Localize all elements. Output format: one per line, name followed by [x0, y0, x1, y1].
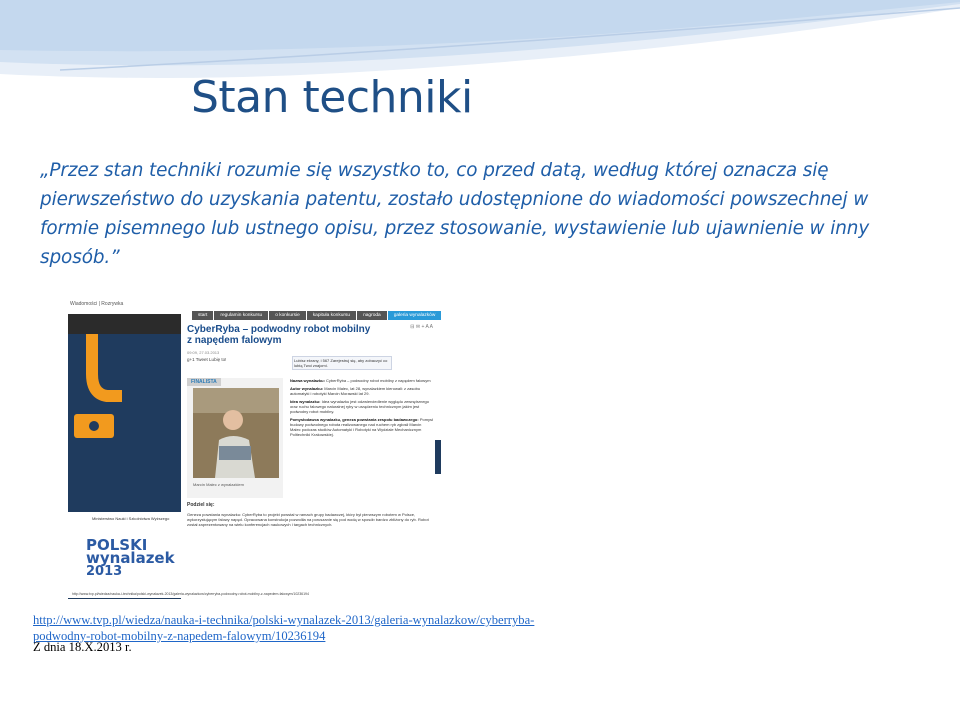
detail-key: Idea wynalazku: — [290, 399, 321, 404]
nav-item: regulamin konkursu — [214, 311, 268, 320]
screenshot-article — [182, 320, 437, 600]
share-label: Podziel się: — [187, 502, 215, 508]
logo-line-wynalazek: wynalazek — [86, 549, 175, 567]
article-headline: CyberRyba – podwodny robot mobilny z napędem falowym — [187, 324, 371, 346]
detail-row — [290, 399, 433, 414]
page-title: Stan techniki — [191, 72, 473, 123]
access-date: Z dnia 18.X.2013 r. — [33, 640, 132, 654]
ministry-logo-text: Ministerstwo Nauki i Szkolnictwa Wyższego — [92, 516, 170, 521]
finalist-label: FINALISTA — [187, 378, 221, 386]
nav-item: nagroda — [357, 311, 387, 320]
nav-item: start — [192, 311, 213, 320]
detail-value: Pomysł budowy podwodnego robota realizowanego nad ruchem ryb zgłosił Marcin Malec podczas studiów Automatyki i Robotyki na Wydziale Mechanicznym Politechniki Krakowskiej. — [290, 417, 433, 437]
nav-item: kapituła konkursu — [307, 311, 356, 320]
facebook-box: Lubisz ekrany, i 567 Zarejestruj się, aby zobaczyć co lubią Twoi znajomi. — [292, 356, 392, 370]
detail-key: Pomysłodawca wynalazku, geneza powstania zespołu badawczego: — [290, 417, 419, 422]
detail-key: Autor wynalazku: — [290, 386, 324, 391]
article-date: 09:09, 27.03.2013 — [187, 350, 220, 355]
detail-key: Nazwa wynalazku: — [290, 378, 325, 383]
social-buttons: g+1 Tweet Lubię to! — [187, 357, 227, 362]
screenshot-navbar — [192, 311, 441, 320]
screenshot-url: http://www.tvp.pl/wiedza/nauka-i-technika/polski-wynalazek-2013/galeria-wynalazkow/cyberryba-podwodny-robot-mobilny-z-napedem-falowym/10236194 — [72, 592, 309, 596]
article-body: Geneza powstania wynalazku: CyberRyba to projekt powstał w ramach grupy badawczej, który był pierwszym robotem w Polsce, wykorzystującym falowy napęd. Opracowana konstrukcja pozwoliła na poruszanie się pod wodą w sposób bardzo zbliżony do ryb. Robot został zaprezentowany na wielu konferencjach naukowych i targach technicznych. — [187, 512, 429, 527]
screenshot-top-text: Wiadomości | Rozrywka — [70, 301, 124, 307]
robot-arm-graphic — [72, 334, 134, 454]
finalist-photo-box — [187, 378, 283, 498]
detail-row — [290, 378, 433, 383]
nav-item: o konkursie — [269, 311, 306, 320]
nav-item-active: galeria wynalazków — [388, 311, 442, 320]
detail-row — [290, 417, 433, 437]
photo-caption: Marcin Malec z wynalazkiem — [193, 482, 244, 487]
source-link-line1[interactable]: http://www.tvp.pl/wiedza/nauka-i-technika/polski-wynalazek-2013/galeria-wynalazkow/cyberryba- — [33, 613, 535, 627]
inventor-photo-graphic — [193, 388, 279, 478]
side-strip — [435, 440, 441, 474]
detail-value: CyberRyba – podwodny robot mobilny z napędem falowym — [326, 378, 431, 383]
logo-line-polski: POLSKI — [86, 536, 148, 554]
embedded-webpage-screenshot — [62, 294, 442, 604]
definition-quote: „Przez stan techniki rozumie się wszystko to, co przed datą, według której oznacza się pierwszeństwo do uzyskania patentu, zostało udostępnione do wiadomości powszechnej w formie pisemnego lub ustnego opisu, przez stosowanie, wystawienie lub ujawnienie w inny sposób.” — [40, 160, 870, 268]
inventor-photo — [193, 388, 279, 478]
detail-row — [290, 386, 433, 396]
detail-value: Marcin Malec, lat 28, wynalazkiem kierowali: z zasobu automatyki i robotyki Marcin Morawski lat 29. — [290, 386, 421, 396]
invention-details — [290, 378, 433, 437]
detail-value: Idea wynalazku jest odzwierciedlenie wyglądu zewnętrznego oraz ruchu falowego naturalnej ryby w urządzeniu technicznym jakim jest podwodny robot mobilny. — [290, 399, 429, 414]
polski-wynalazek-logo — [86, 536, 175, 579]
top-wave-decoration — [0, 0, 960, 120]
banner-top-block — [68, 314, 181, 334]
logo-line-year: 2013 — [86, 564, 123, 579]
article-tools: ⊟ ✉ + A A — [410, 324, 433, 330]
source-link-line2[interactable]: podwodny-robot-mobilny-z-napedem-falowym/10236194 — [33, 629, 326, 643]
